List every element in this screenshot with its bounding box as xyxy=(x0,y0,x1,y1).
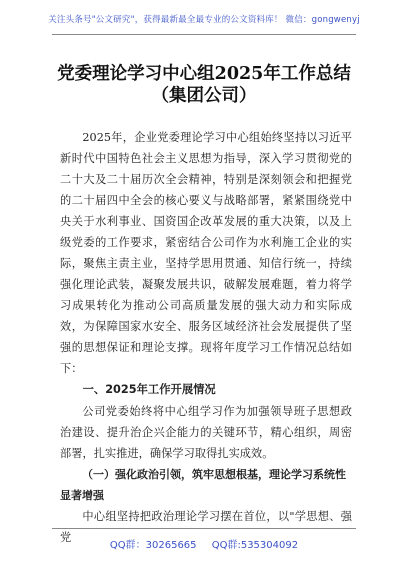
intro-paragraph: 2025年，企业党委理论学习中心组始终坚持以习近平新时代中国特色社会主义思想为指导，深入学习贯彻党的二十大及二十届历次全会精神，特别是深刻领会和把握党的二十届四中全会的核心要义与战略部署，紧紧围绕党中央关于水利事业、国资国企改革发展的重大决策，以及上级党委的工作要求，紧密结合公司作为水利施工企业的实际，聚焦主责主业，坚持学思用贯通、知信行统一，持续强化理论武装，凝聚发展共识，破解发展难题，着力将学习成果转化为推动公司高质量发展的强大动力和实际成效，为保障国家水安全、服务区域经济社会发展提供了坚强的思想保证和理论支撑。现将年度学习工作情况总结如下： xyxy=(60,131,352,375)
footer-qq-group-1[interactable]: QQ群：30265665 xyxy=(109,540,197,551)
header-divider xyxy=(52,34,356,35)
footer xyxy=(0,536,408,551)
subsection-heading-1: （一）强化政治引领，筑牢思想根基，理论学习系统性显著增强 xyxy=(60,468,346,502)
header-banner[interactable]: 关注头条号"公文研究"，获得最新最全最专业的公文资料库！ 微信：gongwenyj xyxy=(48,15,360,25)
subsection-1-paragraph: 中心组坚持把政治理论学习摆在首位，以"学思想、强党 xyxy=(60,510,352,544)
document-title xyxy=(0,63,408,107)
title-line-2: （集团公司） xyxy=(151,86,257,106)
footer-divider xyxy=(52,528,356,529)
section-heading-1: 一、2025年工作开展情况 xyxy=(82,383,216,396)
footer-qq-group-2[interactable]: QQ群:535304092 xyxy=(211,540,299,551)
title-line-1: 党委理论学习中心组2025年工作总结 xyxy=(57,64,351,84)
section-1-paragraph: 公司党委始终将中心组学习作为加强领导班子思想政治建设、提升治企兴企能力的关键环节，精心组织，周密部署，扎实推进，确保学习取得扎实成效。 xyxy=(60,405,352,460)
document-body xyxy=(60,127,352,548)
